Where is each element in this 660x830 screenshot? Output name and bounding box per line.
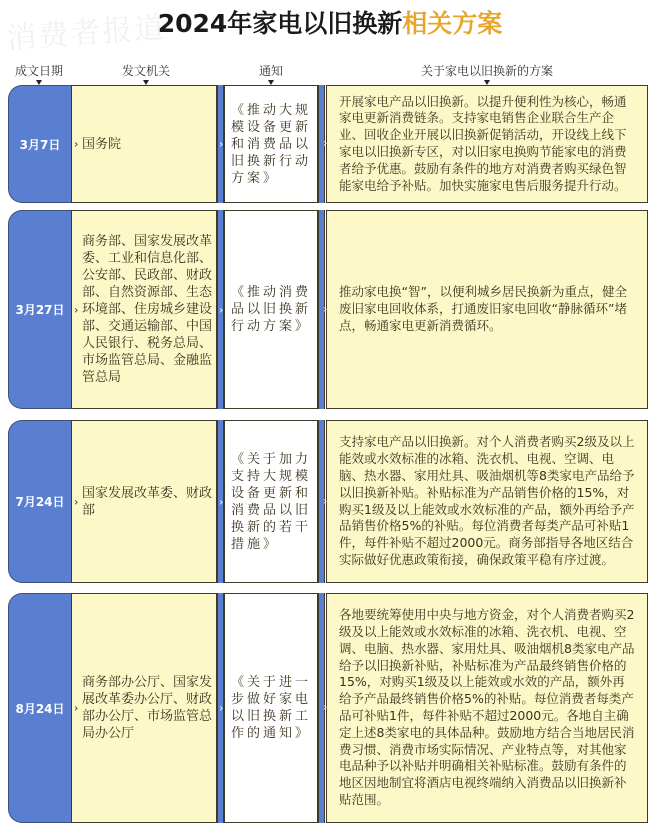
chevron-right-icon: › — [74, 137, 79, 151]
table-row — [8, 85, 648, 203]
agency-cell: › 国家发展改革委、财政部 — [71, 420, 217, 583]
notice-cell: › 《关于加力支持大规模设备更新和消费品以旧换新的若干措施》 — [224, 420, 318, 583]
scheme-cell: › 支持家电产品以旧换新。对个人消费者购买2级及以上能效或水效标准的冰箱、洗衣机、电视、空调、电脑、热水器、家用灶具、吸油烟机等8类家电产品给予以旧换新补贴。补贴标准为产品销售价格的15%，对购买1级及以上能效或水效标准的产品，额外再给予产品销售价格5%的补贴。每位消费者每类产品可补贴1件，每件补贴不超过2000元。商务部指导各地区结合实际做好优惠政策衔接，确保政策平稳有序过渡。 — [326, 420, 648, 583]
agency-cell: › 国务院 — [71, 85, 217, 203]
chevron-right-icon: › — [323, 136, 328, 150]
chevron-right-icon: › — [323, 700, 328, 714]
table-row — [8, 210, 648, 409]
chevron-right-icon: › — [219, 701, 227, 715]
table-row — [8, 593, 648, 823]
watermark: 消费者报道 — [5, 10, 168, 57]
chevron-right-icon: › — [219, 495, 227, 508]
date-cell: 3月7日 — [8, 85, 71, 203]
title-main: 2024年家电以旧换新 — [157, 9, 403, 38]
column-header-notice: 通知 — [224, 62, 318, 85]
chevron-right-icon: › — [74, 495, 79, 508]
table-row — [8, 420, 648, 583]
chevron-right-icon: › — [219, 303, 227, 316]
date-cell: 8月24日 — [8, 593, 71, 823]
column-header-date: 成文日期 — [6, 62, 72, 85]
page-title — [0, 4, 660, 40]
notice-cell: › 《推动消费品以旧换新行动方案》 — [224, 210, 318, 409]
scheme-cell: › 各地要统筹使用中央与地方资金，对个人消费者购买2级及以上能效或水效标准的冰箱、洗衣机、电视、空调、电脑、热水器、家用灶具、吸油烟机8类家电产品给予以旧换新补贴，补贴标准为产品最终销售价格的15%，对购买1级及以上能效或水效的产品，额外再给予产品最终销售价格5%的补贴。每位消费者每类产品可补贴1件，每件补贴不超过2000元。各地自主确定上述8类家电的具体品种。鼓励地方结合当地居民消费习惯、消费市场实际情况、产业特点等，对其他家电品种予以补贴并明确相关补贴标准。鼓励有条件的地区因地制宜将酒店电视终端纳入消费品以旧换新补贴范围。 — [326, 593, 648, 823]
column-header-scheme: 关于家电以旧换新的方案 — [326, 62, 648, 85]
date-cell: 7月24日 — [8, 420, 71, 583]
column-header-agency: 发文机关 — [76, 62, 216, 85]
date-cell: 3月27日 — [8, 210, 71, 409]
chevron-right-icon: › — [74, 701, 79, 715]
notice-cell: › 《推动大规模设备更新和消费品以旧换新行动方案》 — [224, 85, 318, 203]
chevron-right-icon: › — [323, 302, 328, 316]
scheme-cell: › 推动家电换“智”，以便利城乡居民换新为重点，健全废旧家电回收体系，打通废旧家电回收“静脉循环”堵点，畅通家电更新消费循环。 — [326, 210, 648, 409]
chevron-right-icon: › — [323, 494, 328, 508]
chevron-right-icon: › — [74, 303, 79, 316]
scheme-cell: › 开展家电产品以旧换新。以提升便利性为核心，畅通家电更新消费链条。支持家电销售企业联合生产企业、回收企业开展以旧换新促销活动，开设线上线下家电以旧换新专区，对以旧家电换购节能家电的消费者给予优惠。鼓励有条件的地方对消费者购买绿色智能家电给予补贴。加快实施家电售后服务提升行动。 — [326, 85, 648, 203]
notice-cell: › 《关于进一步做好家电以旧换新工作的通知》 — [224, 593, 318, 823]
agency-cell: › 商务部办公厅、国家发展改革委办公厅、财政部办公厅、市场监管总局办公厅 — [71, 593, 217, 823]
agency-cell: › 商务部、国家发展改革委、工业和信息化部、公安部、民政部、财政部、自然资源部、生态环境部、住房城乡建设部、交通运输部、中国人民银行、税务总局、市场监管总局、金融监管总局 — [71, 210, 217, 409]
title-accent: 相关方案 — [402, 9, 503, 38]
chevron-right-icon: › — [219, 137, 227, 151]
